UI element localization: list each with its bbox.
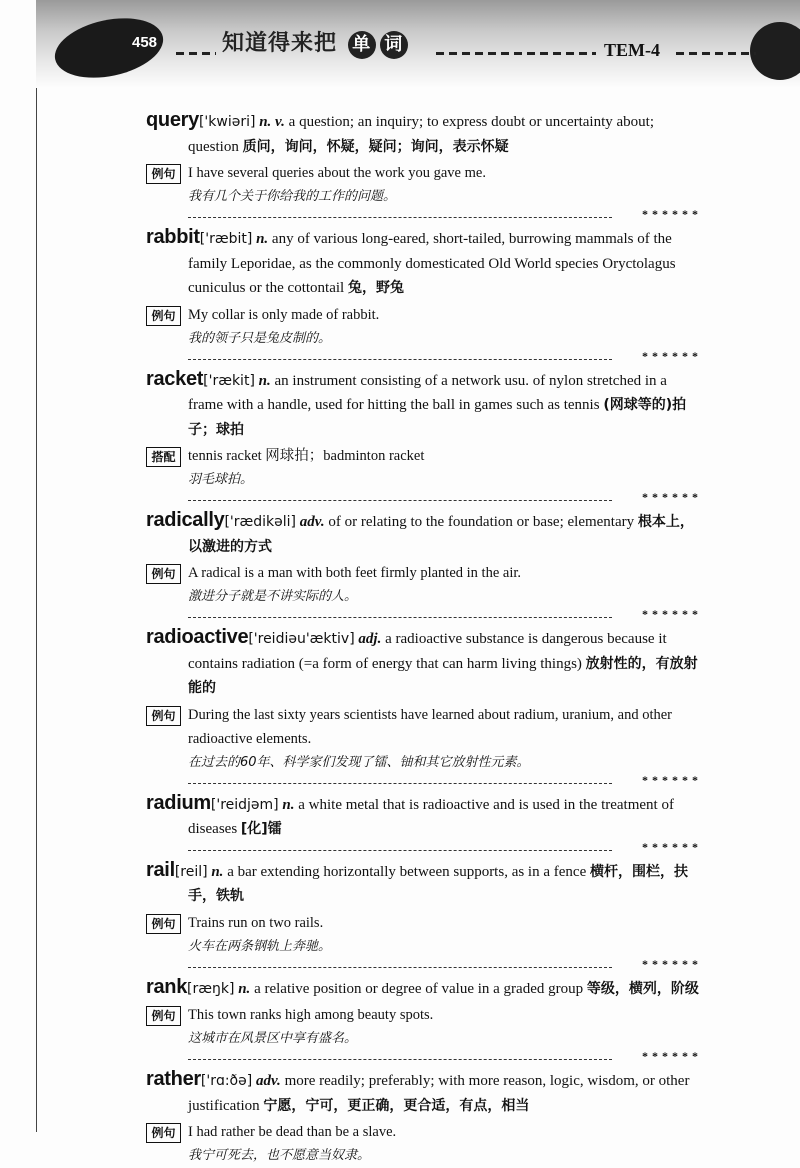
header-exam-label: TEM-4 xyxy=(604,40,660,60)
headword: rabbit xyxy=(146,226,200,248)
example xyxy=(146,444,702,492)
page-margin-line xyxy=(36,0,37,1132)
definition-zh: (网球等的)拍子；球拍 xyxy=(188,397,687,438)
definition-text: a question; an inquiry; to express doubt or uncertainty about; question xyxy=(188,114,654,155)
example xyxy=(146,1120,702,1168)
vocab-entry-racket xyxy=(146,367,702,493)
definition-zh: 等级，横列，阶级 xyxy=(586,980,699,997)
example-zh: 在过去的60年、科学家们发现了镭、铀和其它放射性元素。 xyxy=(188,754,530,770)
headword: radioactive xyxy=(146,626,249,648)
example-zh: 我宁可死去，也不愿意当奴隶。 xyxy=(188,1148,371,1163)
example-zh: 我有几个关于你给我的工作的问题。 xyxy=(188,189,397,204)
example-zh: 火车在两条钢轨上奔驰。 xyxy=(188,938,332,954)
example-en: I have several queries about the work you gave me. xyxy=(188,165,486,181)
header-title xyxy=(222,26,410,59)
vocab-entry-radically xyxy=(146,508,702,609)
example-en: I had rather be dead than be a slave. xyxy=(188,1124,397,1140)
part-of-speech: adj. xyxy=(358,631,382,647)
example xyxy=(146,911,702,959)
example-en: Trains run on two rails. xyxy=(188,914,324,931)
headword: radically xyxy=(146,509,225,531)
definition xyxy=(146,108,702,159)
example-tag: 例句 xyxy=(146,1006,181,1026)
definition-zh: [化]镭 xyxy=(240,821,282,837)
example xyxy=(146,703,702,775)
definition xyxy=(146,975,702,1002)
definition xyxy=(146,858,702,909)
definition-text: a relative position or degree of value in a graded group xyxy=(254,980,584,997)
pronunciation: ['ræbit] xyxy=(199,231,253,247)
example xyxy=(146,561,702,609)
example-zh: 这城市在风景区中享有盛名。 xyxy=(188,1031,358,1046)
separator-dashes xyxy=(188,783,612,784)
header-dash xyxy=(676,52,756,55)
vocab-entry-rank xyxy=(146,975,702,1052)
part-of-speech: n. xyxy=(256,231,269,247)
definition xyxy=(146,791,702,842)
example-tag: 搭配 xyxy=(146,447,181,467)
definition-text: a radioactive substance is dangerous because it contains radiation (=a form of energy that can harm living things) xyxy=(188,631,667,672)
definition-text: a white metal that is radioactive and is used in the treatment of diseases xyxy=(188,796,674,837)
example-tag: 例句 xyxy=(146,1123,181,1143)
headword: rather xyxy=(146,1068,201,1090)
definition xyxy=(146,1067,702,1118)
entry-separator xyxy=(146,348,702,367)
example-en: This town ranks high among beauty spots. xyxy=(188,1007,434,1023)
definition-zh: 宁愿，宁可，更正确，更合适，有点，相当 xyxy=(263,1097,530,1114)
definition-zh: 兔，野兔 xyxy=(347,280,404,296)
pronunciation: [ræŋk] xyxy=(187,980,235,997)
example-zh: 激进分子就是不讲实际的人。 xyxy=(188,589,358,604)
definition xyxy=(146,367,702,443)
entry-separator xyxy=(146,209,702,225)
definition xyxy=(146,508,702,559)
header-dash xyxy=(176,52,216,55)
separator-stars: ****** xyxy=(642,1049,702,1063)
pronunciation: ['reidiəu'æktiv] xyxy=(248,631,355,647)
headword: radium xyxy=(146,791,211,814)
headword: query xyxy=(146,109,199,131)
example-tag: 例句 xyxy=(146,306,181,326)
example-tag: 例句 xyxy=(146,706,181,726)
header-title-text: 知道得来把 xyxy=(222,31,338,56)
separator-stars: ****** xyxy=(642,207,702,221)
separator-stars: ****** xyxy=(642,490,702,504)
separator-dashes xyxy=(188,359,612,360)
separator-dashes xyxy=(188,850,612,851)
separator-stars: ****** xyxy=(642,348,702,363)
part-of-speech: adv. xyxy=(299,514,325,530)
vocabulary-list xyxy=(146,108,702,1168)
headword: racket xyxy=(146,367,204,390)
pronunciation: ['rɑ:ðə] xyxy=(200,1073,253,1089)
example-en: My collar is only made of rabbit. xyxy=(188,306,380,323)
part-of-speech: adv. xyxy=(255,1073,281,1089)
entry-separator xyxy=(146,609,702,625)
definition-zh: 质问，询问，怀疑，疑问；询问，表示怀疑 xyxy=(242,138,509,155)
definition-zh: 横杆，围栏，扶手，铁轨 xyxy=(188,863,688,904)
pronunciation: ['rækit] xyxy=(203,372,255,389)
example-en: During the last sixty years scientists have learned about radium, uranium, and other radioactive elements. xyxy=(188,706,673,747)
headword: rail xyxy=(146,858,175,881)
part-of-speech: n. xyxy=(238,980,251,997)
separator-dashes xyxy=(188,217,612,218)
definition-text: more readily; preferably; with more reason, logic, wisdom, or other justification xyxy=(188,1073,690,1114)
part-of-speech: n. xyxy=(211,863,224,880)
example-tag: 例句 xyxy=(146,164,181,184)
header-dash xyxy=(436,52,596,55)
example-en: A radical is a man with both feet firmly planted in the air. xyxy=(188,565,522,581)
separator-stars: ****** xyxy=(642,772,702,787)
pronunciation: ['rædikəli] xyxy=(224,514,297,530)
header-ink-splash-right xyxy=(750,22,800,80)
pronunciation: ['reidjəm] xyxy=(210,796,279,813)
separator-dashes xyxy=(188,500,612,501)
part-of-speech: n. v. xyxy=(259,114,285,130)
definition-text: of or relating to the foundation or base; elementary xyxy=(328,514,635,530)
example xyxy=(146,1003,702,1051)
header-title-badge-1: 单 xyxy=(348,31,376,59)
example xyxy=(146,161,702,209)
entry-separator xyxy=(146,1051,702,1067)
part-of-speech: n. xyxy=(258,372,271,389)
separator-dashes xyxy=(188,967,612,968)
definition xyxy=(146,625,702,701)
vocab-entry-rail xyxy=(146,858,702,959)
entry-separator xyxy=(146,492,702,508)
example-en: tennis racket 网球拍；badminton racket xyxy=(188,448,425,464)
pronunciation: [reil] xyxy=(174,863,208,880)
vocab-entry-query xyxy=(146,108,702,209)
part-of-speech: n. xyxy=(282,796,295,813)
example-zh: 羽毛球拍。 xyxy=(188,472,254,487)
definition xyxy=(146,225,702,301)
separator-stars: ****** xyxy=(642,956,702,971)
separator-stars: ****** xyxy=(642,607,702,621)
entry-separator xyxy=(146,956,702,975)
example-tag: 例句 xyxy=(146,564,181,584)
page-number: 458 xyxy=(132,34,158,51)
page-header xyxy=(36,0,800,88)
example xyxy=(146,303,702,351)
separator-dashes xyxy=(188,1059,612,1060)
definition-text: a bar extending horizontally between supports, as in a fence xyxy=(227,863,587,880)
example-zh: 我的领子只是兔皮制的。 xyxy=(188,330,332,346)
definition-text: an instrument consisting of a network usu. of nylon stretched in a frame with a handle, used for hitting the ball in games such as tennis xyxy=(188,372,667,413)
vocab-entry-rather xyxy=(146,1067,702,1168)
entry-separator xyxy=(146,839,702,858)
vocab-entry-rabbit xyxy=(146,225,702,351)
definition-zh: 放射性的，有放射能的 xyxy=(188,655,698,696)
headword: rank xyxy=(146,975,188,998)
example-tag: 例句 xyxy=(146,914,181,934)
separator-stars: ****** xyxy=(642,839,702,854)
vocab-entry-radium xyxy=(146,791,702,842)
vocab-entry-radioactive xyxy=(146,625,702,775)
separator-dashes xyxy=(188,617,612,618)
definition-zh: 根本上，以激进的方式 xyxy=(188,514,694,555)
pronunciation: ['kwiəri] xyxy=(198,114,256,130)
definition-text: any of various long-eared, short-tailed, burrowing mammals of the family Leporidae, as the commonly domesticated Old World species Oryctolagus cuniculus or the cottontail xyxy=(188,231,676,296)
header-title-badge-2: 词 xyxy=(380,31,408,59)
entry-separator xyxy=(146,772,702,791)
